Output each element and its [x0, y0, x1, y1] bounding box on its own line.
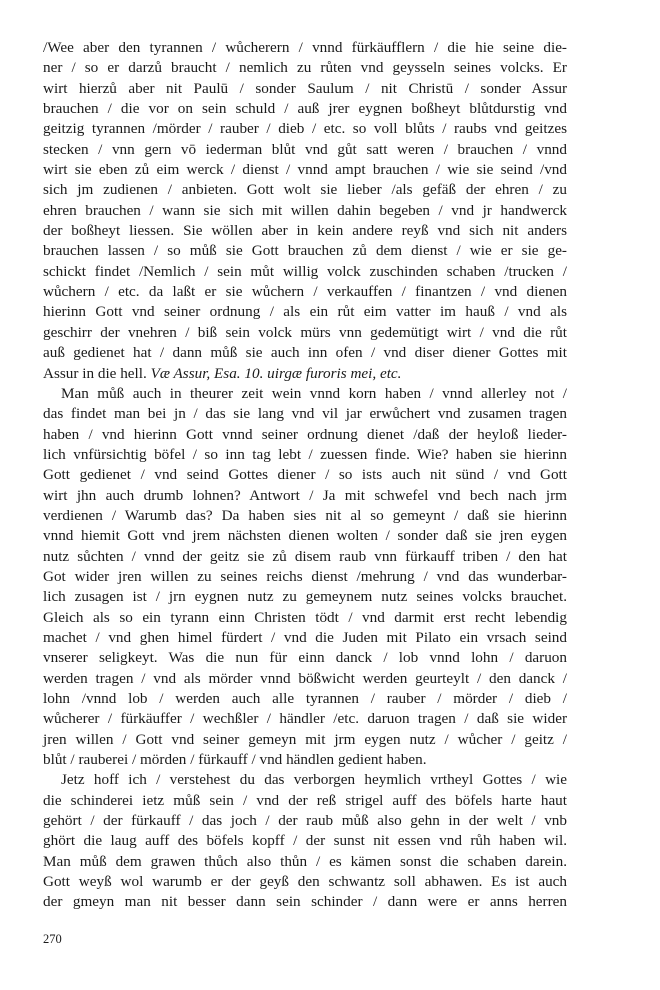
text-line: Man můß auch in theurer zeit wein vnnd korn haben / vnnd allerley not / [61, 384, 567, 402]
text-line: lich zusagen ist / jrn eygnen nutz zu gemeynem nutz seines volcks brauchet. [43, 588, 567, 606]
text-line-final [43, 364, 567, 384]
text-line: wirt sie eben zů eim werck / dienst / vnnd ampt brauchen / wie sie seind /vnd [43, 161, 567, 179]
body-text [43, 38, 567, 913]
text-line: blůt / rauberei / mörden / fürkauff / vnd händlen gedient haben. [43, 751, 427, 769]
text-line: das findet man bei jn / das sie lang vnd vil jar erwůchert vnd zusamen tragen [43, 405, 567, 423]
text-line: Man můß dem grawen thůch also thůn / es kämen sonst die schaben darein. [43, 852, 567, 870]
text-line: geitzig tyrannen /mörder / rauber / dieb / etc. so voll blůts / raubs vnd geitzes [43, 120, 567, 138]
text-line: auß gedienet hat / dann můß sie auch inn ofen / vnd diser diener Gottes mit [43, 344, 567, 362]
text-line: wirt jhn auch drumb lohnen? Antwort / Ja mit schwefel vnd bech nach jrm [43, 486, 567, 504]
paragraph-3 [43, 770, 567, 912]
text-line: /Wee aber den tyrannen / wůcherern / vnnd fürkäufflern / die hie seine die- [43, 39, 567, 56]
text-line: der boßheyt liessen. Sie wöllen aber in kein andere reyß vnd sich nit anders [43, 222, 567, 240]
text-line: wůchern / etc. da laßt er sie wůchern / verkauffen / finantzen / vnd dienen [43, 283, 567, 301]
text-line: haben / vnd hierinn Gott vnnd seiner ordnung dienet /daß der heyloß lieder- [43, 425, 567, 443]
text-line: sich jm zudienen / anbieten. Gott wolt sie lieber /als gefäß der ehren / zu [43, 181, 567, 199]
text-line: schickt findet /Nemlich / sein můt willig volck zuschinden schaben /trucken / [43, 262, 567, 280]
text-line: werden tragen / vnd als mörder vnnd bößwicht werden geurteylt / den danck / [43, 669, 567, 687]
text-plain: Assur in die hell. [43, 364, 151, 382]
page-number: 270 [43, 932, 62, 946]
text-line: lich vnfürsichtig böfel / so inn tag lebt / zuessen finde. Wie? haben sie hierinn [43, 445, 567, 463]
text-line: hierinn Gott vnd seiner ordnung / als ein růt eim vatter im hauß / vnd als [43, 303, 567, 321]
text-line: brauchen lassen / so můß sie Gott brauchen zů dem dienst / wie er sie ge- [43, 242, 567, 260]
text-line: lohn /vnnd lob / werden auch alle tyrannen / rauber / mörder / dieb / [43, 690, 567, 707]
text-line: Gleich als so ein tyrann einn Christen tödt / vnd darmit erst recht lebendig [43, 608, 567, 626]
text-line: Got wider jren willen zu seines reichs dienst /mehrung / vnd das wunderbar- [43, 567, 567, 585]
text-line: ghört die laug auff des böfels kopff / der sunst nit essen vnd růh haben wil. [43, 832, 567, 850]
text-line: jren willen / Gott vnd seiner gemeyn mit jrm eygen nutz / wůcher / geitz / [43, 730, 567, 748]
text-line: vnnd hiemit Gott vnd jrem nächsten dienen wolten / sonder daß sie jren eygen [43, 527, 567, 545]
text-line: Jetz hoff ich / verstehest du das verborgen heymlich vrtheyl Gottes / wie [61, 771, 567, 789]
text-line: geschirr der vnehren / biß sein volck mürs vnn gedemütigt wirt / vnd die růt [43, 323, 567, 341]
text-line: brauchen / die vor on sein schuld / auß jrer eygnen boßheyt blůtdurstig vnd [43, 100, 567, 118]
text-line: nutz sůchten / vnnd der geitz sie zů disem raub vnn fürkauff triben / den hat [43, 547, 567, 565]
latin-quotation: Væ Assur, Esa. 10. uirgæ furoris mei, etc. [150, 364, 402, 382]
text-line: Gott gedienet / vnd seind Gottes diener / so ists auch nit sünd / vnd Gott [43, 466, 567, 484]
text-line: ehren brauchen / wann sie sich mit willen dahin begeben / vnd jr handwerck [43, 201, 567, 219]
text-line: vnserer seligkeyt. Was die nun für einn danck / lob vnnd lohn / daruon [43, 649, 567, 667]
text-line: stecken / vnn gern vō iederman blůt vnd gůt satt weren / brauchen / vnnd [43, 140, 567, 158]
text-line: wůcherer / fürkäuffer / wechßler / händler /etc. daruon tragen / daß sie wider [43, 710, 567, 728]
text-line: die schinderei ietz můß sein / vnd der reß strigel auff des böfels harte haut [43, 791, 567, 809]
paragraph-1 [43, 38, 567, 384]
text-line: Gott weyß wol warumb er der geyß den schwantz soll abhawen. Es ist auch [43, 873, 567, 891]
text-line: ner / so er darzů braucht / nemlich zu růten vnd geysseln seines volcks. Er [43, 59, 567, 77]
text-line: gehört / der fürkauff / das joch / der raub můß also gehn in der welt / vnb [43, 812, 567, 830]
text-line: wirt hierzů aber nit Paulū / sonder Saulum / nit Christū / sonder Assur [43, 79, 567, 97]
text-line: machet / vnd ghen himel fürdert / vnd die Juden mit Pilato ein vrsach seind [43, 628, 567, 646]
text-line: der gmeyn man nit besser dann sein schinder / dann were er anns herren [43, 893, 567, 911]
paragraph-2 [43, 384, 567, 771]
text-line: verdienen / Warumb das? Da haben sies nit al so gemeynt / daß sie hierinn [43, 506, 567, 524]
